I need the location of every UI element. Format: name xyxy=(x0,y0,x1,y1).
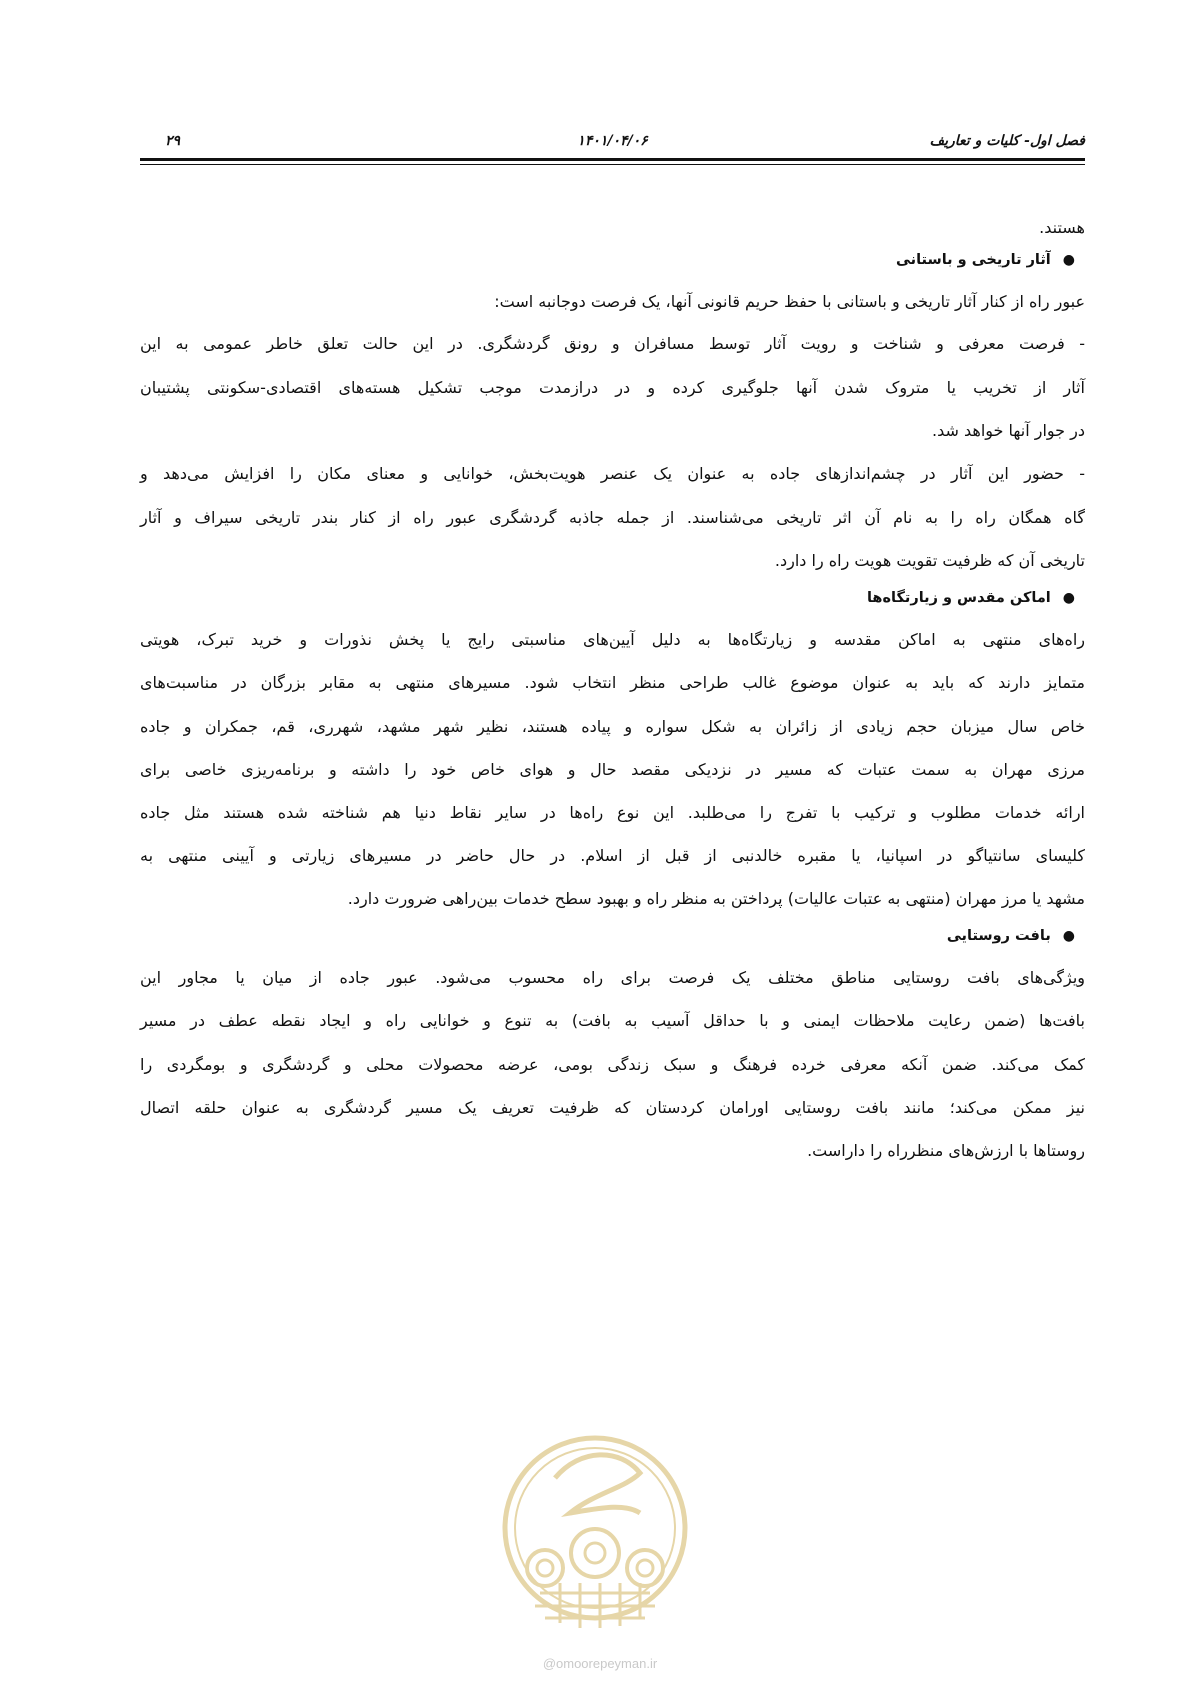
text-line: ویژگی‌های بافت روستایی مناطق مختلف یک فرصت برای راه محسوب می‌شود. عبور جاده از میان یا مجاور این xyxy=(140,968,1085,987)
watermark-seal xyxy=(500,1418,690,1638)
header-date: ۱۴۰۱/۰۴/۰۶ xyxy=(577,133,648,149)
text-line: مشهد یا مرز مهران (منتهی به عتبات عالیات) پرداختن به منظر راه و بهبود سطح خدمات بین‌راهی ضرورت دارد. xyxy=(347,889,1085,908)
text-line: کلیسای سانتیاگو در اسپانیا، یا مقبره خالدنبی از قبل از اسلام. در حال حاضر در مسیرهای زیارتی و آیینی منتهی به xyxy=(140,846,1085,865)
text-line: آثار از تخریب یا متروک شدن آنها جلوگیری کرده و در درازمدت موجب تشکیل هسته‌های اقتصادی-سکونتی پشتیبان xyxy=(140,378,1085,397)
heading-text: آثار تاریخی و باستانی xyxy=(895,252,1051,268)
section-heading-holy-places xyxy=(130,590,1075,606)
watermark-url: @omoorepeyman.ir xyxy=(542,1656,658,1671)
text-line: - فرصت معرفی و شناخت و رویت آثار توسط مسافران و رونق گردشگری. در این حالت تعلق خاطر عمومی به این xyxy=(140,334,1085,353)
heading-text: بافت روستایی xyxy=(946,928,1051,944)
text-line: روستاها با ارزش‌های منظرراه را داراست. xyxy=(807,1141,1085,1160)
text-line: متمایز دارند که باید به عنوان موضوع غالب طراحی منظر انتخاب شود. مسیرهای منتهی به مقابر بزرگان در مناسبت‌های xyxy=(140,673,1085,692)
text-line: عبور راه از کنار آثار تاریخی و باستانی با حفظ حریم قانونی آنها، یک فرصت دوجانبه است: xyxy=(494,292,1085,311)
text-line: مرزی مهران به سمت عتبات که مسیر در نزدیکی مقصد حال و هوای خاص خود را داشته و برنامه‌ریزی خاصی برای xyxy=(140,760,1085,779)
text-line: هستند. xyxy=(1039,218,1085,237)
page-number: ۲۹ xyxy=(165,133,181,149)
header-rule-thick xyxy=(140,158,1085,161)
text-line: - حضور این آثار در چشم‌اندازهای جاده به عنوان یک عنصر هویت‌بخش، خوانایی و معنای مکان را افزایش می‌دهد و xyxy=(140,464,1085,483)
heading-text: اماکن مقدس و زیارتگاه‌ها xyxy=(866,590,1051,606)
text-line: راه‌های منتهی به اماکن مقدسه و زیارتگاه‌ها به دلیل آیین‌های مناسبتی رایج یا پخش نذورات و خرید تبرک، هویتی xyxy=(140,630,1085,649)
chapter-title: فصل اول- کلیات و تعاریف xyxy=(929,133,1085,149)
bullet-icon: ● xyxy=(1062,928,1075,944)
bullet-icon: ● xyxy=(1062,590,1075,606)
bullet-icon: ● xyxy=(1062,252,1075,268)
text-line: خاص سال میزبان حجم زیادی از زائران به شکل سواره و پیاده هستند، نظیر شهر مشهد، شهرری، قم، جمکران و جاده xyxy=(140,717,1085,736)
section-heading-historical-monuments xyxy=(130,252,1075,268)
seal-logo-icon xyxy=(500,1418,690,1638)
text-line: تاریخی آن که ظرفیت تقویت هویت راه را دارد. xyxy=(774,551,1085,570)
text-line: در جوار آنها خواهد شد. xyxy=(932,421,1085,440)
text-line: بافت‌ها (ضمن رعایت ملاحظات ایمنی و با حداقل آسیب به بافت) به تنوع و خوانایی راه و ایجاد نقطه عطف در مسیر xyxy=(140,1011,1085,1030)
running-header xyxy=(140,133,1085,153)
text-line: کمک می‌کند. ضمن آنکه معرفی خرده فرهنگ و سبک زندگی بومی، عرضه محصولات محلی و گردشگری و بومگردی را xyxy=(140,1055,1085,1074)
section-heading-rural-fabric xyxy=(130,928,1075,944)
header-rule-thin xyxy=(140,164,1085,165)
text-line: نیز ممکن می‌کند؛ مانند بافت روستایی اورامان کردستان که ظرفیت تعریف یک مسیر گردشگری به عنوان حلقه اتصال xyxy=(140,1098,1085,1117)
text-line: ارائه خدمات مطلوب و ترکیب با تفرج را می‌طلبد. این نوع راه‌ها در سایر نقاط دنیا هم شناخته شده هستند مثل جاده xyxy=(140,803,1085,822)
text-line: گاه همگان راه را به نام آن اثر تاریخی می‌شناسند. از جمله جاذبه گردشگری عبور راه از کنار بندر تاریخی سیراف و آثار xyxy=(140,508,1085,527)
